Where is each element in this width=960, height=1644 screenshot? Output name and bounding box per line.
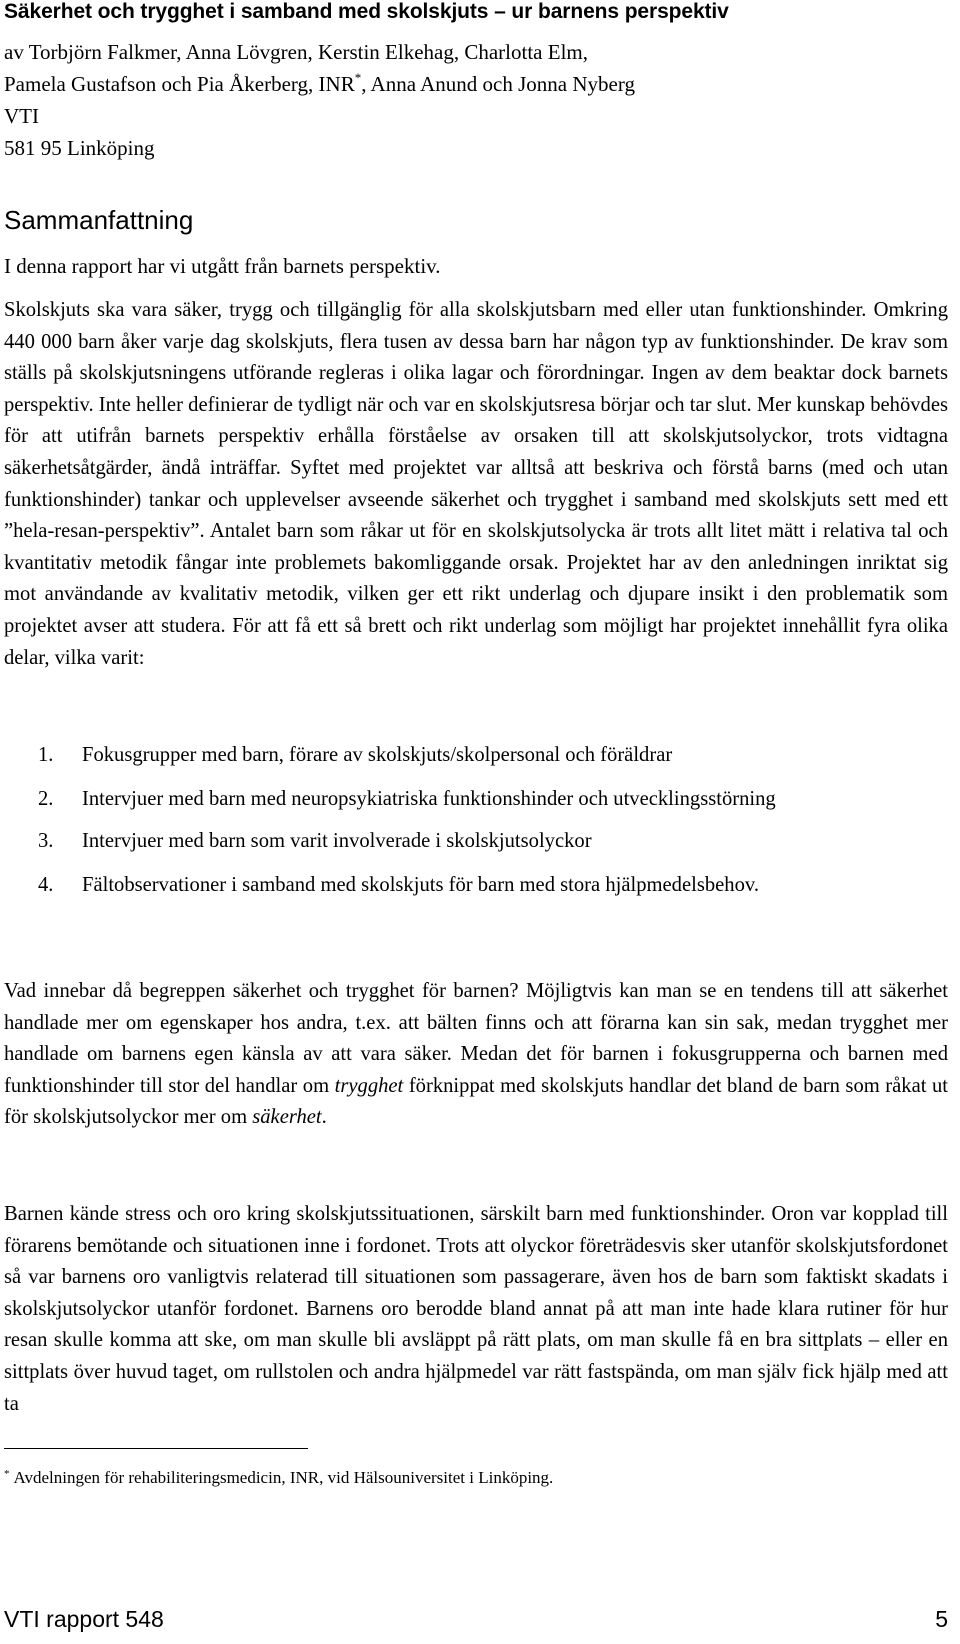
list-number: 2. [38,787,54,810]
paragraph-stress: Barnen kände stress och oro kring skolskjutssituationen, särskilt barn med funktionshinder. Oron var kopplad till förarens bemötande och situationen inne i fordonet. Trots att olyckor företrädesvis sker utanför skolskjutsfordonet så var barnens oro vanligtvis relaterad till situationen som passagerare, även hos de barn som faktiskt skadats i skolskjutsolyckor utanför fordonet. Barnens oro berodde bland annat på att man inte hade klara rutiner för hur resan skulle komma att ske, om man skulle bli avsläppt på rätt plats, om man skulle få en bra sittplats – eller en sittplats över huvud taget, om rullstolen och andra hjälpmedel var rätt fastspända, om man själv fick hjälp med att ta [4,1203,948,1415]
list-item [0,870,944,902]
footnote-text: Avdelningen för rehabiliteringsmedicin, INR, vid Hälsouniversitet i Linköping. [13,1468,554,1487]
list-text: Fältobservationer i samband med skolskjuts för barn med stora hjälpmedelsbehov. [82,873,759,896]
paragraph-concepts [4,976,948,1134]
footnote [4,1468,553,1488]
list-number: 1. [38,744,54,766]
footnote-reference-mark: * [354,70,362,85]
footnote-mark: * [4,1468,10,1480]
section-heading: Sammanfattning [4,205,194,235]
paragraph-background: Skolskjuts ska vara säker, trygg och tillgänglig för alla skolskjutsbarn med eller utan funktionshinder. Omkring 440 000 barn åker varje dag skolskjuts, flera tusen av dessa barn har någon typ av funktionshinder. De krav som ställs på skolskjutsningens utförande regleras i olika lagar och förordningar. Ingen av dem beaktar dock barnets perspektiv. Inte heller definierar de tydligt när och var en skolskjutsresa börjar och tar slut. Mer kunskap behövdes för att utifrån barnets perspektiv erhålla förståelse av orsaken till att skolskjutsolyckor, trots vidtagna säkerhetsåtgärder, ändå inträffar. Syftet med projektet var alltså att beskriva och förstå barns (med och utan funktionshinder) tankar och upplevelser avseende säkerhet och trygghet i samband med skolskjuts sett med ett ”hela-resan-perspektiv”. Antalet barn som råkar ut för en skolskjutsolycka är trots allt litet mätt i relativa tal och kvantitativ metodik fångar inte problemets bakomliggande orsak. Projektet har av den anledningen inriktat sig mot användande av kvalitativ metodik, vilken ger ett rikt underlag och djupare insikt i den problematik som projektet avser att studera. För att få ett så brett och rikt underlag som möjligt har projektet innehållit fyra olika delar, vilka varit: [4,299,948,669]
authors-line-2-end: , Anna Anund och Jonna Nyberg [361,72,635,96]
list-text: Fokusgrupper med barn, förare av skolskjuts/skolpersonal och föräldrar [82,744,673,766]
paragraph-intro: I denna rapport har vi utgått från barnets perspektiv. [4,254,441,278]
author-block [4,36,944,164]
list-number: 4. [38,873,54,896]
project-parts-list [0,740,944,901]
authors-line-2 [4,68,944,100]
authors-line-1: av Torbjörn Falkmer, Anna Lövgren, Kerstin Elkehag, Charlotta Elm, [4,40,589,64]
list-text: Intervjuer med barn med neuropsykiatriska funktionshinder och utvecklingsstörning [82,787,776,810]
list-text: Intervjuer med barn som varit involverade i skolskjutsolyckor [82,830,592,852]
document-title: Säkerhet och trygghet i samband med skolskjuts – ur barnens perspektiv [4,0,729,23]
paragraph-concepts-part-3: . [321,1106,327,1129]
list-item [0,826,944,858]
list-item [0,740,944,772]
paragraph-concepts-part-1: Vad innebar då begreppen säkerhet och trygghet för barnen? Möjligtvis kan man se en tendens till att säkerhet handlade mer om egenskaper hos andra, t.ex. att bälten finns och att förarna kan sin sak, medan trygghet mer handlade om barnens egen känsla av att vara säker. Medan det för barnen i fokusgrupperna och barnen med funktionshinder till stor del handlar om [4,980,948,1097]
footer-report-name: VTI rapport 548 [4,1606,164,1632]
authors-line-2-start: Pamela Gustafson och Pia Åkerberg, INR [4,72,355,96]
emphasis-trygghet: trygghet [334,1074,404,1097]
footnote-divider [4,1448,308,1449]
page-number: 5 [935,1606,948,1632]
list-item [0,784,944,816]
organization: VTI [4,104,39,128]
paragraph-concepts-part-2: förknippat med skolskjuts handlar det bland de barn som råkat ut för skolskjutsolyckor mer om [4,1074,949,1129]
list-number: 3. [38,830,54,852]
address: 581 95 Linköping [4,136,155,160]
emphasis-sakerhet: säkerhet [252,1106,322,1129]
